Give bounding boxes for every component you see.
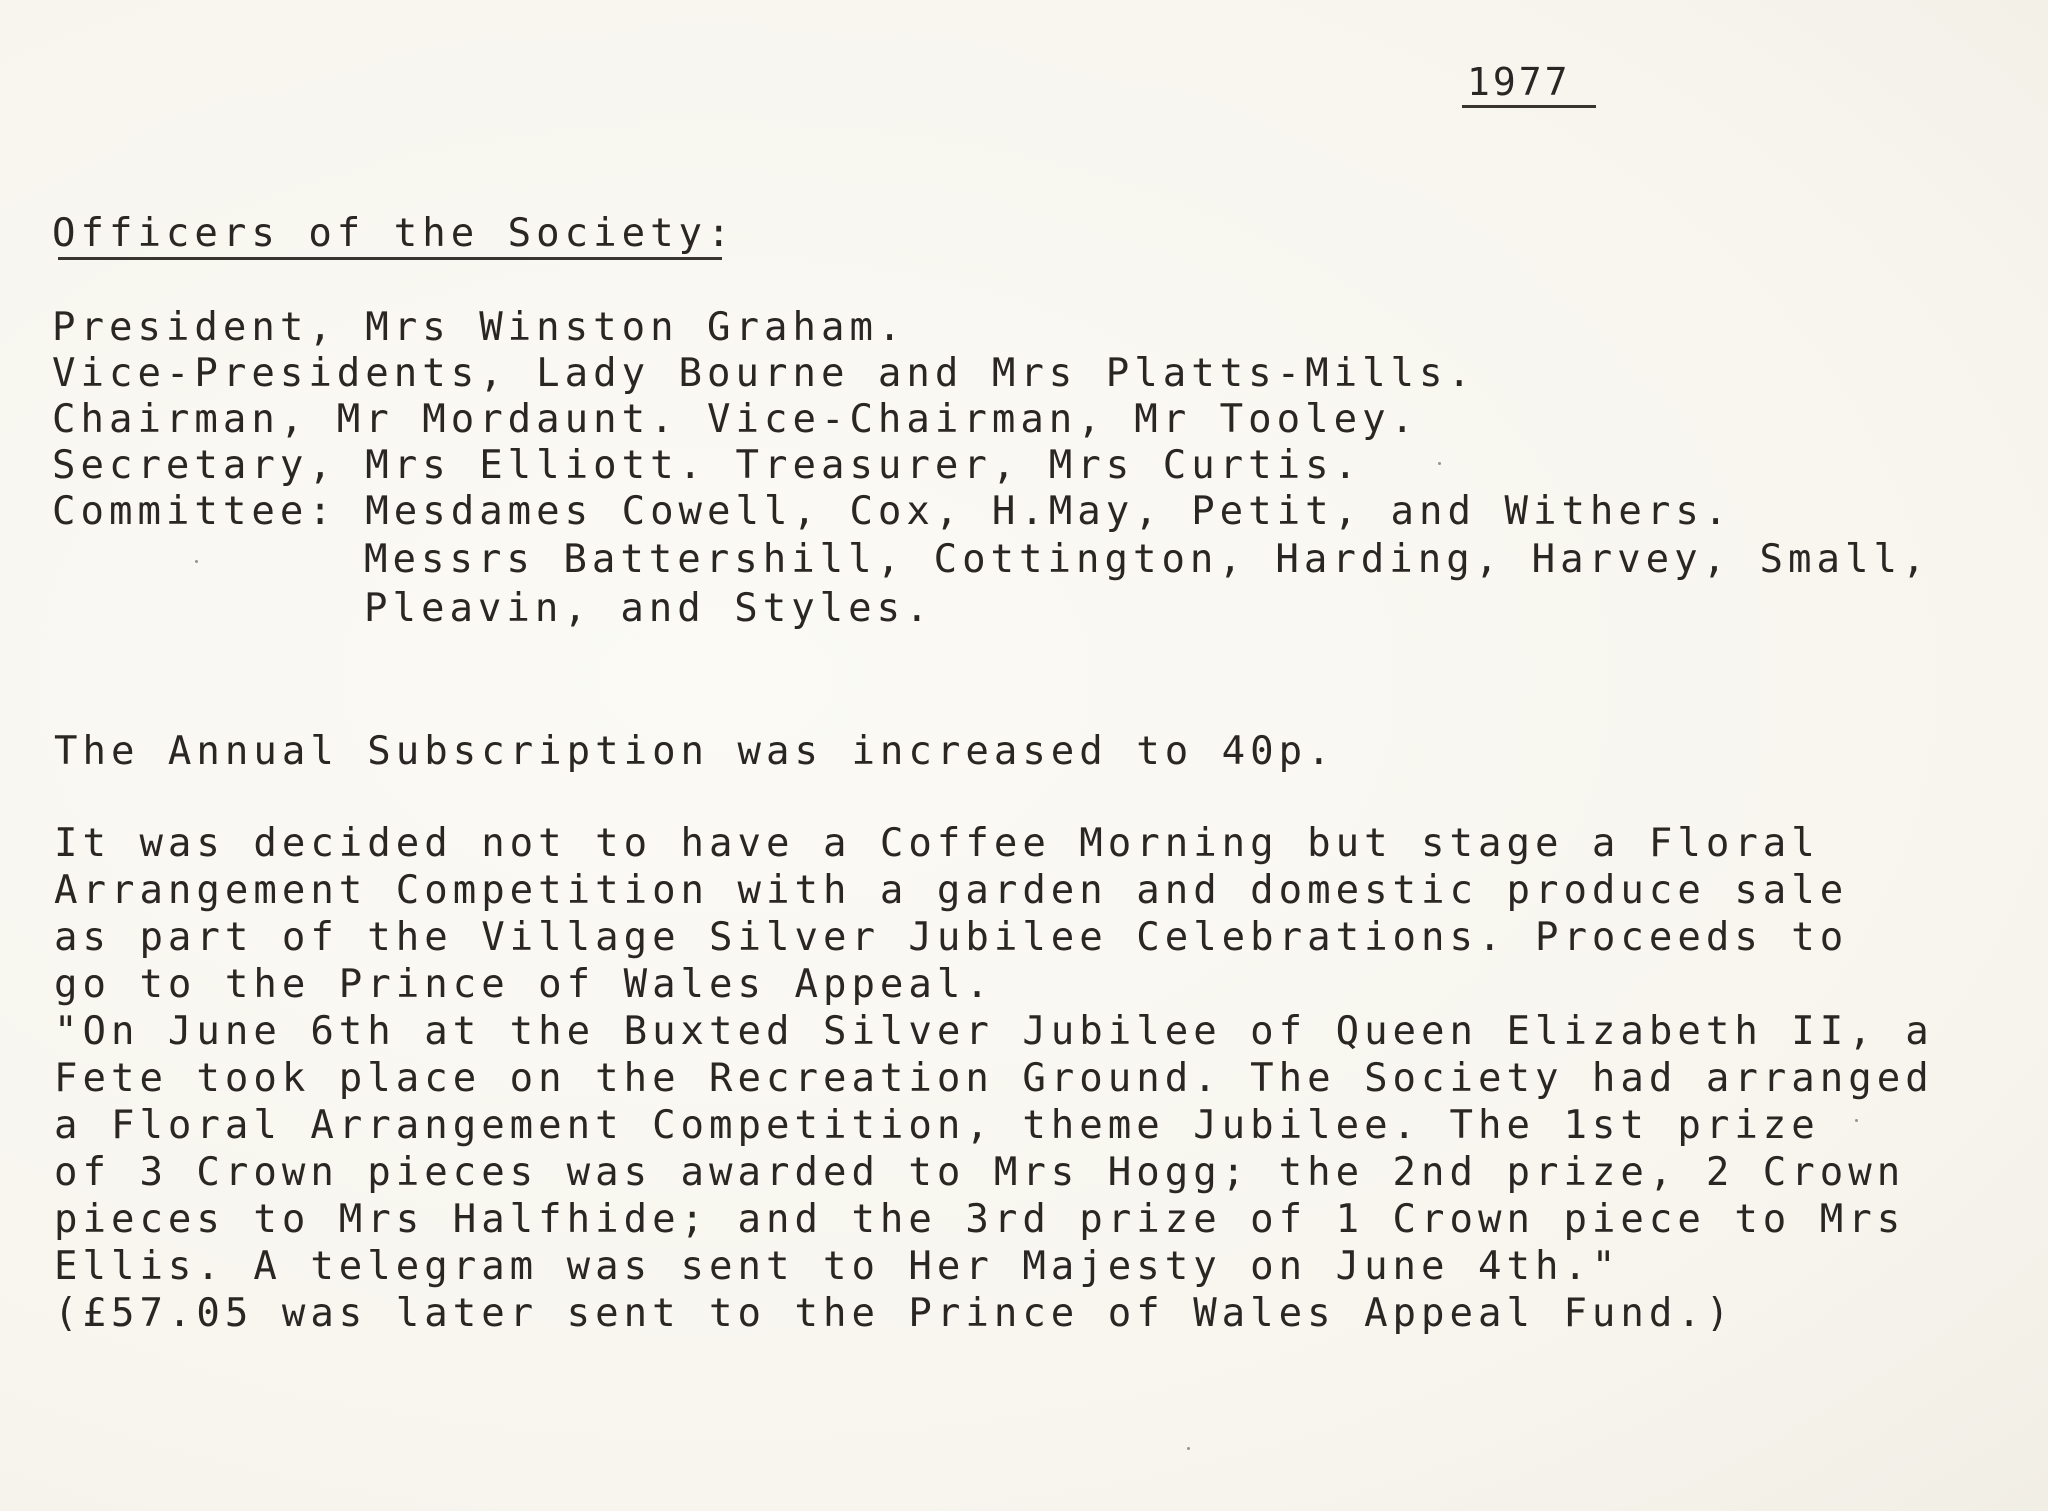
heading-underline [58,257,722,260]
paper-speck [195,560,198,563]
paper-speck [1438,462,1441,465]
paper-speck [1855,1119,1858,1122]
officer-line: President, Mrs Winston Graham. [52,305,907,350]
officers-heading: Officers of the Society: [52,211,736,256]
body-line: (£57.05 was later sent to the Prince of Wales Appeal Fund.) [54,1291,1735,1336]
year-heading: 1977 [1467,60,1571,104]
year-underline [1462,105,1596,108]
body-line: Ellis. A telegram was sent to Her Majesty on June 4th." [54,1244,1621,1289]
body-line: go to the Prince of Wales Appeal. [54,962,994,1007]
officer-line: Secretary, Mrs Elliott. Treasurer, Mrs Curtis. [52,443,1363,488]
body-line: "On June 6th at the Buxted Silver Jubilee of Queen Elizabeth II, a [54,1009,1934,1054]
paper-speck [1187,1447,1190,1450]
body-line: Arrangement Competition with a garden and domestic produce sale [54,868,1849,913]
officer-line: Messrs Battershill, Cottington, Harding, Harvey, Small, [364,537,1931,582]
officer-line: Committee: Mesdames Cowell, Cox, H.May, Petit, and Withers. [52,489,1733,534]
officer-line: Vice-Presidents, Lady Bourne and Mrs Platts-Mills. [52,351,1476,396]
body-line: a Floral Arrangement Competition, theme Jubilee. The 1st prize [54,1103,1820,1148]
body-line: It was decided not to have a Coffee Morning but stage a Floral [54,821,1820,866]
body-line: of 3 Crown pieces was awarded to Mrs Hogg; the 2nd prize, 2 Crown [54,1150,1906,1195]
body-line: pieces to Mrs Halfhide; and the 3rd prize of 1 Crown piece to Mrs [54,1197,1906,1242]
subscription-note: The Annual Subscription was increased to 40p. [54,729,1336,774]
officer-line: Pleavin, and Styles. [364,586,934,631]
body-line: Fete took place on the Recreation Ground. The Society had arranged [54,1056,1934,1101]
officer-line: Chairman, Mr Mordaunt. Vice-Chairman, Mr Tooley. [52,397,1420,442]
body-line: as part of the Village Silver Jubilee Celebrations. Proceeds to [54,915,1849,960]
